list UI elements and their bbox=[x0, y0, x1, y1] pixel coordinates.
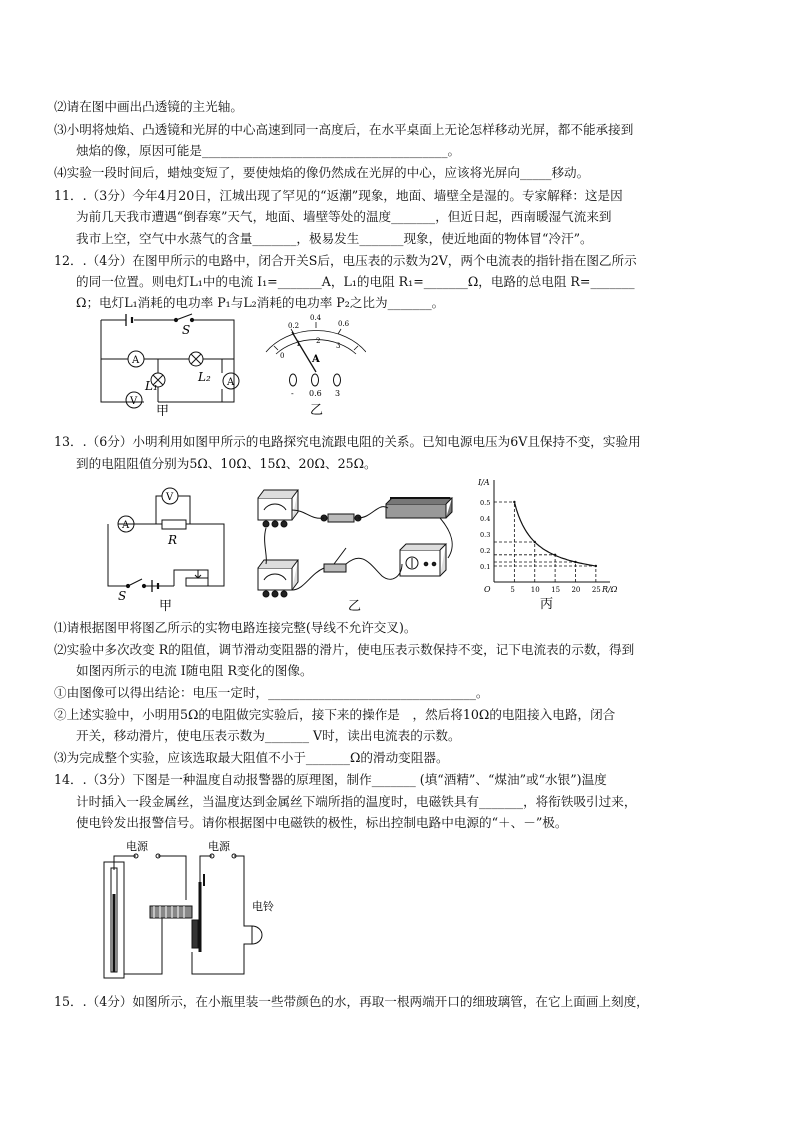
chart-ytick-label: 0.4 bbox=[480, 515, 491, 523]
q12-tick-3: 3 bbox=[336, 342, 341, 350]
line-q11-c: 我市上空，空气中水蒸气的含量_______，极易发生_______现象，使近地面的物体冒“冷汗”。 bbox=[76, 231, 593, 246]
line-q14-b: 计时插入一段金属丝，当温度达到金属丝下端所指的温度时，电磁铁具有_______，将衔铁吸引过来， bbox=[76, 794, 637, 809]
chart-xtick-label: 5 bbox=[510, 586, 515, 594]
q12-tick-2: 2 bbox=[316, 337, 321, 345]
line-q13-2b: 如图丙所示的电流 I随电阻 R变化的图像。 bbox=[76, 663, 313, 678]
q12-voltmeter-label: V bbox=[130, 396, 138, 407]
q12-terminal-neg: - bbox=[291, 389, 294, 398]
q12-caption-jia: 甲 bbox=[156, 404, 170, 416]
q12-tick-06: 0.6 bbox=[338, 320, 350, 328]
line-q15-a: 15．.（4分）如图所示，在小瓶里装一些带颜色的水，再取一根两端开口的细玻璃管，在它上面画上刻度， bbox=[54, 994, 649, 1009]
chart-ylabel: I/A bbox=[478, 478, 490, 487]
line-q13-2a: ⑵实验中多次改变 R的阻值，调节滑动变阻器的滑片，使电压表示数保持不变，记下电流表的示数，得到 bbox=[54, 642, 635, 657]
chart-ytick-label: 0.5 bbox=[480, 499, 491, 507]
chart-ytick-label: 0.3 bbox=[480, 531, 491, 539]
line-q14-a: 14．.（3分）下图是一种温度自动报警器的原理图，制作_______ (填“酒精”、“煤油”或“水银”)温度 bbox=[54, 772, 607, 787]
chart-origin: O bbox=[484, 585, 491, 594]
q13-chart bbox=[470, 474, 630, 614]
line-q10-2: ⑵请在图中画出凸透镜的主光轴。 bbox=[54, 99, 243, 114]
line-q10-3a: ⑶小明将烛焰、凸透镜和光屏的中心高速到同一高度后，在水平桌面上无论怎样移动光屏，都不能承接到 bbox=[54, 122, 634, 137]
q13-ammeter-label: A bbox=[122, 520, 130, 531]
q12-ammeter-dial bbox=[266, 314, 366, 416]
q12-caption-yi: 乙 bbox=[310, 403, 324, 416]
line-q12-b: 的同一位置。则电灯L₁中的电流 I₁=_______A，L₁的电阻 R₁=_______Ω，电路的总电阻 R=_______ bbox=[76, 274, 635, 289]
q12-tick-0: 0 bbox=[280, 352, 285, 360]
q13-physical-figure bbox=[252, 480, 462, 614]
chart-xlabel: R/Ω bbox=[602, 585, 618, 594]
q12-needle bbox=[292, 332, 316, 372]
q13-caption-bing: 丙 bbox=[540, 597, 554, 612]
q12-tick-1: 1 bbox=[296, 340, 301, 348]
line-q13-a: 13．.（6分）小明利用如图甲所示的电路探究电流跟电阻的关系。已知电源电压为6V且保持不变，实验用 bbox=[54, 434, 641, 449]
q14-power-label-2: 电源 bbox=[208, 840, 230, 853]
q13-voltmeter-label: V bbox=[166, 492, 174, 503]
q12-circuit bbox=[101, 314, 239, 408]
chart-point bbox=[554, 554, 556, 556]
line-q13-b: 到的电阻阻值分别为5Ω、10Ω、15Ω、20Ω、25Ω。 bbox=[76, 456, 377, 471]
q14-figure bbox=[96, 834, 296, 982]
line-q10-3b: 烛焰的像，原因可能是_______________________________________。 bbox=[76, 143, 461, 158]
q12-ammeter-2-label: A bbox=[227, 377, 235, 388]
line-q13-2e: 开关，移动滑片，使电压表示数为_______ V时，读出电流表的示数。 bbox=[76, 728, 461, 743]
line-q11-a: 11．.（3分）今年4月20日，江城出现了罕见的“返潮”现象，地面、墙壁全是湿的。专家解释：这是因 bbox=[54, 188, 623, 203]
line-q13-1: ⑴请根据图甲将图乙所示的实物电路连接完整(导线不允许交叉)。 bbox=[54, 620, 417, 635]
chart-point bbox=[595, 565, 597, 567]
line-q13-3: ⑶为完成整个实验，应该选取最大阻值不小于_______Ω的滑动变阻器。 bbox=[54, 750, 449, 765]
q13-caption-jia: 甲 bbox=[159, 599, 173, 612]
chart-xtick-label: 25 bbox=[591, 586, 601, 594]
q12-terminal-3: 3 bbox=[335, 389, 341, 398]
q12-l2-label: L₂ bbox=[198, 370, 211, 384]
q12-ammeter-1-label: A bbox=[132, 355, 140, 366]
q12-switch-label: S bbox=[182, 323, 191, 337]
q12-tick-02: 0.2 bbox=[288, 322, 300, 330]
line-q13-2c: ①由图像可以得出结论：电压一定时，_________________________________。 bbox=[54, 685, 489, 700]
chart-xtick-label: 10 bbox=[530, 586, 540, 594]
chart-point bbox=[574, 561, 576, 563]
line-q13-2d: ②上述实验中，小明用5Ω的电阻做完实验后，接下来的操作是 ，然后将10Ω的电阻接入电路，闭合 bbox=[54, 707, 616, 722]
chart-point bbox=[513, 501, 515, 503]
line-q12-c: Ω；电灯L₁消耗的电功率 P₁与L₂消耗的电功率 P₂之比为_______。 bbox=[76, 295, 445, 310]
q12-l1-label: L₁ bbox=[145, 379, 158, 393]
chart-xtick-label: 20 bbox=[571, 586, 581, 594]
line-q11-b: 为前几天我市遭遇“倒春寒”天气，地面、墙壁等处的温度_______，但近日起，西南暖湿气流来到 bbox=[76, 209, 612, 224]
q14-power-label-1: 电源 bbox=[126, 840, 148, 853]
chart-ytick-label: 0.1 bbox=[480, 563, 491, 571]
chart-point bbox=[534, 541, 536, 543]
q12-figure bbox=[96, 310, 366, 416]
q13-switch-label: S bbox=[118, 589, 127, 603]
line-q12-a: 12．.（4分）在图甲所示的电路中，闭合开关S后，电压表的示数为2V，两个电流表的指针指在图乙所示 bbox=[54, 253, 637, 268]
q13-circuit-figure bbox=[104, 478, 244, 612]
chart-xtick-label: 15 bbox=[551, 586, 561, 594]
q12-tick-04: 0.4 bbox=[310, 314, 322, 322]
chart-ytick-label: 0.2 bbox=[480, 547, 491, 555]
q13-resistor-label: R bbox=[168, 533, 178, 547]
q13-caption-yi: 乙 bbox=[348, 599, 362, 614]
line-q10-4: ⑷实验一段时间后，蜡烛变短了，要使烛焰的像仍然成在光屏的中心，应该将光屏向_____移动。 bbox=[54, 165, 590, 180]
q12-meter-unit: A bbox=[312, 354, 320, 365]
q14-bell-label: 电铃 bbox=[252, 900, 274, 913]
line-q14-c: 使电铃发出报警信号。请你根据图中电磁铁的极性，标出控制电路中电源的“＋、－”极。 bbox=[76, 815, 568, 830]
q12-terminal-06: 0.6 bbox=[309, 389, 322, 398]
